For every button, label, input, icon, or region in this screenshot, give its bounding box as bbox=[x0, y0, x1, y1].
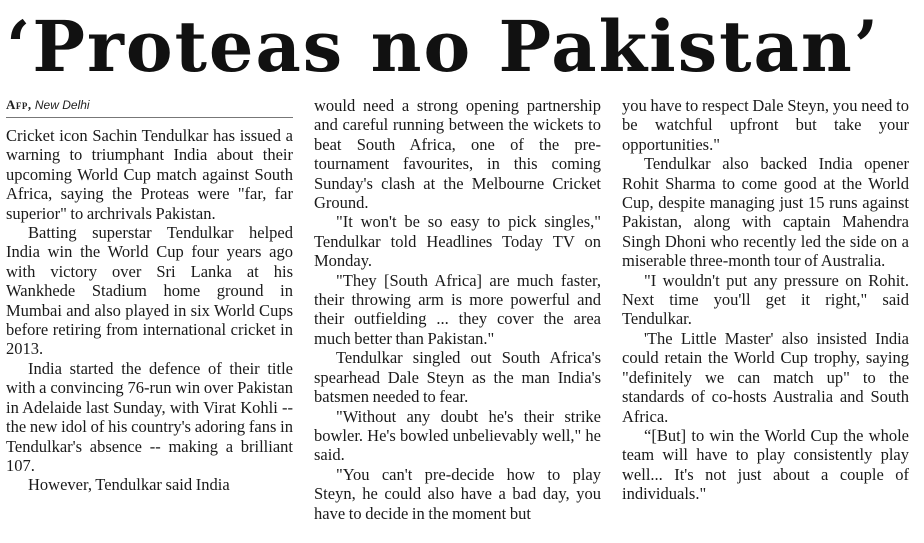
byline-city: New Delhi bbox=[34, 98, 90, 112]
byline-agency: Afp, bbox=[6, 97, 32, 112]
paragraph: However, Tendulkar said India bbox=[28, 475, 230, 495]
paragraph: would need a strong opening partnership and careful running between the wickets to beat South Africa, one of the pre-tournament favourites, in this coming Sunday's clash at the Melbourne Cricket Ground. bbox=[314, 96, 601, 213]
paragraph: "Without any doubt he's their strike bowler. He's bowled unbelievably well," he said. bbox=[314, 406, 601, 465]
paragraph: Tendulkar singled out South Africa's spearhead Dale Steyn as the man India's batsmen needed to fear. bbox=[314, 348, 601, 407]
paragraph: "It won't be so easy to pick singles," Tendulkar told Headlines Today TV on Monday. bbox=[314, 212, 601, 271]
article-columns bbox=[6, 96, 918, 523]
paragraph: you have to respect Dale Steyn, you need to be watchful upfront but take your opportunities." bbox=[622, 96, 909, 154]
paragraph: Tendulkar also backed India opener Rohit Sharma to come good at the World Cup, despite managing just 15 runs against Pakistan, along with captain Mahendra Singh Dhoni who recently led the side on a miserable three-month tour of Australia. bbox=[622, 154, 909, 271]
paragraph: Cricket icon Sachin Tendulkar has issued a warning to triumphant India about their upcoming World Cup match against South Africa, saying the Proteas were "far, far superior" to archrivals Pakistan. bbox=[6, 126, 293, 223]
paragraph: "I wouldn't put any pressure on Rohit. Next time you'll get it right," said Tendulkar. bbox=[622, 270, 909, 329]
paragraph: "You can't pre-decide how to play Steyn, he could also have a bad day, you have to decide in the moment but bbox=[314, 464, 601, 523]
headline: ‘Proteas no Pakistan’ bbox=[6, 5, 881, 88]
column-2 bbox=[314, 96, 601, 523]
paragraph: "They [South Africa] are much faster, their throwing arm is more powerful and their outfielding ... they cover the area much better than Pakistan." bbox=[314, 270, 601, 348]
paragraph: 'The Little Master' also insisted India could retain the World Cup trophy, saying "definitely we can match up" to the standards of co-hosts Australia and South Africa. bbox=[622, 328, 909, 426]
column-3 bbox=[622, 96, 909, 523]
column-1 bbox=[6, 96, 293, 523]
paragraph: India started the defence of their title with a convincing 76-run win over Pakistan in Adelaide last Sunday, with Virat Kohli -- the new idol of his country's adoring fans in Tendulkar's absence -- making a brilliant 107. bbox=[6, 358, 293, 475]
paragraph: Batting superstar Tendulkar helped India win the World Cup four years ago with victory over Sri Lanka at his Wankhede Stadium home ground in Mumbai and also played in six World Cups before retiring from international cricket in 2013. bbox=[6, 223, 293, 359]
byline bbox=[6, 96, 293, 118]
paragraph: “[But] to win the World Cup the whole team will have to play consistently play well... It's not just about a couple of individuals." bbox=[622, 425, 909, 504]
